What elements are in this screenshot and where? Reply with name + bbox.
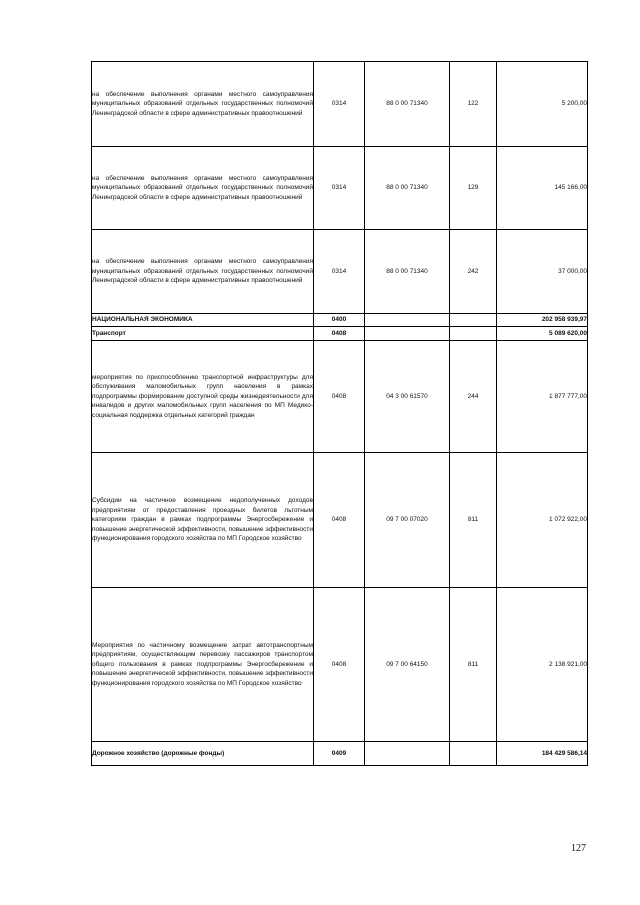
cell-sum: 37 000,00 (497, 230, 588, 314)
budget-table (91, 61, 588, 766)
cell-section: 0408 (314, 341, 365, 453)
table-row (92, 62, 588, 147)
cell-expense-kind (450, 327, 497, 341)
cell-expense-kind: 242 (450, 230, 497, 314)
cell-section: 0408 (314, 588, 365, 742)
cell-sum: 1 877 777,00 (497, 341, 588, 453)
table-body (92, 62, 588, 766)
cell-name: Субсидии на частичное возмещение недополученных доходов предприятиям от предоставления проездных билетов льготным категориям граждан в рамках подпрограммы Энергосбережение и повышение энергетической эффективности, повышение эффективности функционирования городского хозяйства по МП Городское хозяйство (92, 453, 314, 588)
cell-name: НАЦИОНАЛЬНАЯ ЭКОНОМИКА (92, 314, 314, 327)
cell-section: 0400 (314, 314, 365, 327)
cell-sum: 145 166,00 (497, 147, 588, 230)
cell-name: на обеспечение выполнения органами местного самоуправления муниципальных образований отдельных государственных полномочий Ленинградской области в сфере административных правоотношений (92, 62, 314, 147)
cell-expense-kind (450, 742, 497, 766)
cell-name: мероприятия по приспособлению транспортной инфраструктуры для обслуживания маломобильных групп населения в рамках подпрограммы формирование доступной среды жизнедеятельности для инвалидов и других маломобильных групп населения по МП Медико-социальная поддержка отдельных категорий граждан (92, 341, 314, 453)
cell-name: на обеспечение выполнения органами местного самоуправления муниципальных образований отдельных государственных полномочий Ленинградской области в сфере административных правоотношений (92, 230, 314, 314)
table-row (92, 742, 588, 766)
cell-article: 88 0 00 71340 (365, 147, 450, 230)
cell-expense-kind: 122 (450, 62, 497, 147)
table-row (92, 327, 588, 341)
cell-expense-kind: 811 (450, 588, 497, 742)
cell-sum: 5 200,00 (497, 62, 588, 147)
table-row (92, 230, 588, 314)
cell-section: 0314 (314, 230, 365, 314)
cell-expense-kind (450, 314, 497, 327)
cell-name: Дорожное хозяйство (дорожные фонды) (92, 742, 314, 766)
cell-name: на обеспечение выполнения органами местного самоуправления муниципальных образований отдельных государственных полномочий Ленинградской области в сфере административных правоотношений (92, 147, 314, 230)
cell-section: 0408 (314, 453, 365, 588)
cell-article (365, 314, 450, 327)
cell-name: Транспорт (92, 327, 314, 341)
table-row (92, 588, 588, 742)
cell-section: 0314 (314, 147, 365, 230)
cell-name: Мероприятия по частичному возмещение затрат автотранспортным предприятиям, осуществляющим перевозку пассажиров транспортом общего пользования в рамках подпрограммы Энергосбережение и повышение энергетической эффективности, повышение эффективности функционирования городского хозяйства по МП Городское хозяйство (92, 588, 314, 742)
cell-sum: 184 429 586,14 (497, 742, 588, 766)
cell-article: 09 7 00 07020 (365, 453, 450, 588)
cell-section: 0409 (314, 742, 365, 766)
cell-expense-kind: 244 (450, 341, 497, 453)
cell-article: 88 0 00 71340 (365, 230, 450, 314)
table-row (92, 341, 588, 453)
table-row (92, 147, 588, 230)
cell-article: 09 7 00 64150 (365, 588, 450, 742)
cell-sum: 1 072 922,00 (497, 453, 588, 588)
cell-sum: 202 958 939,97 (497, 314, 588, 327)
cell-expense-kind: 129 (450, 147, 497, 230)
page-number: 127 (571, 843, 586, 854)
cell-sum: 2 138 921,00 (497, 588, 588, 742)
cell-article (365, 327, 450, 341)
cell-expense-kind: 811 (450, 453, 497, 588)
cell-article (365, 742, 450, 766)
table-row (92, 314, 588, 327)
cell-article: 88 0 00 71340 (365, 62, 450, 147)
cell-article: 04 3 00 61570 (365, 341, 450, 453)
cell-section: 0314 (314, 62, 365, 147)
table-row (92, 453, 588, 588)
cell-sum: 5 089 620,00 (497, 327, 588, 341)
cell-section: 0408 (314, 327, 365, 341)
